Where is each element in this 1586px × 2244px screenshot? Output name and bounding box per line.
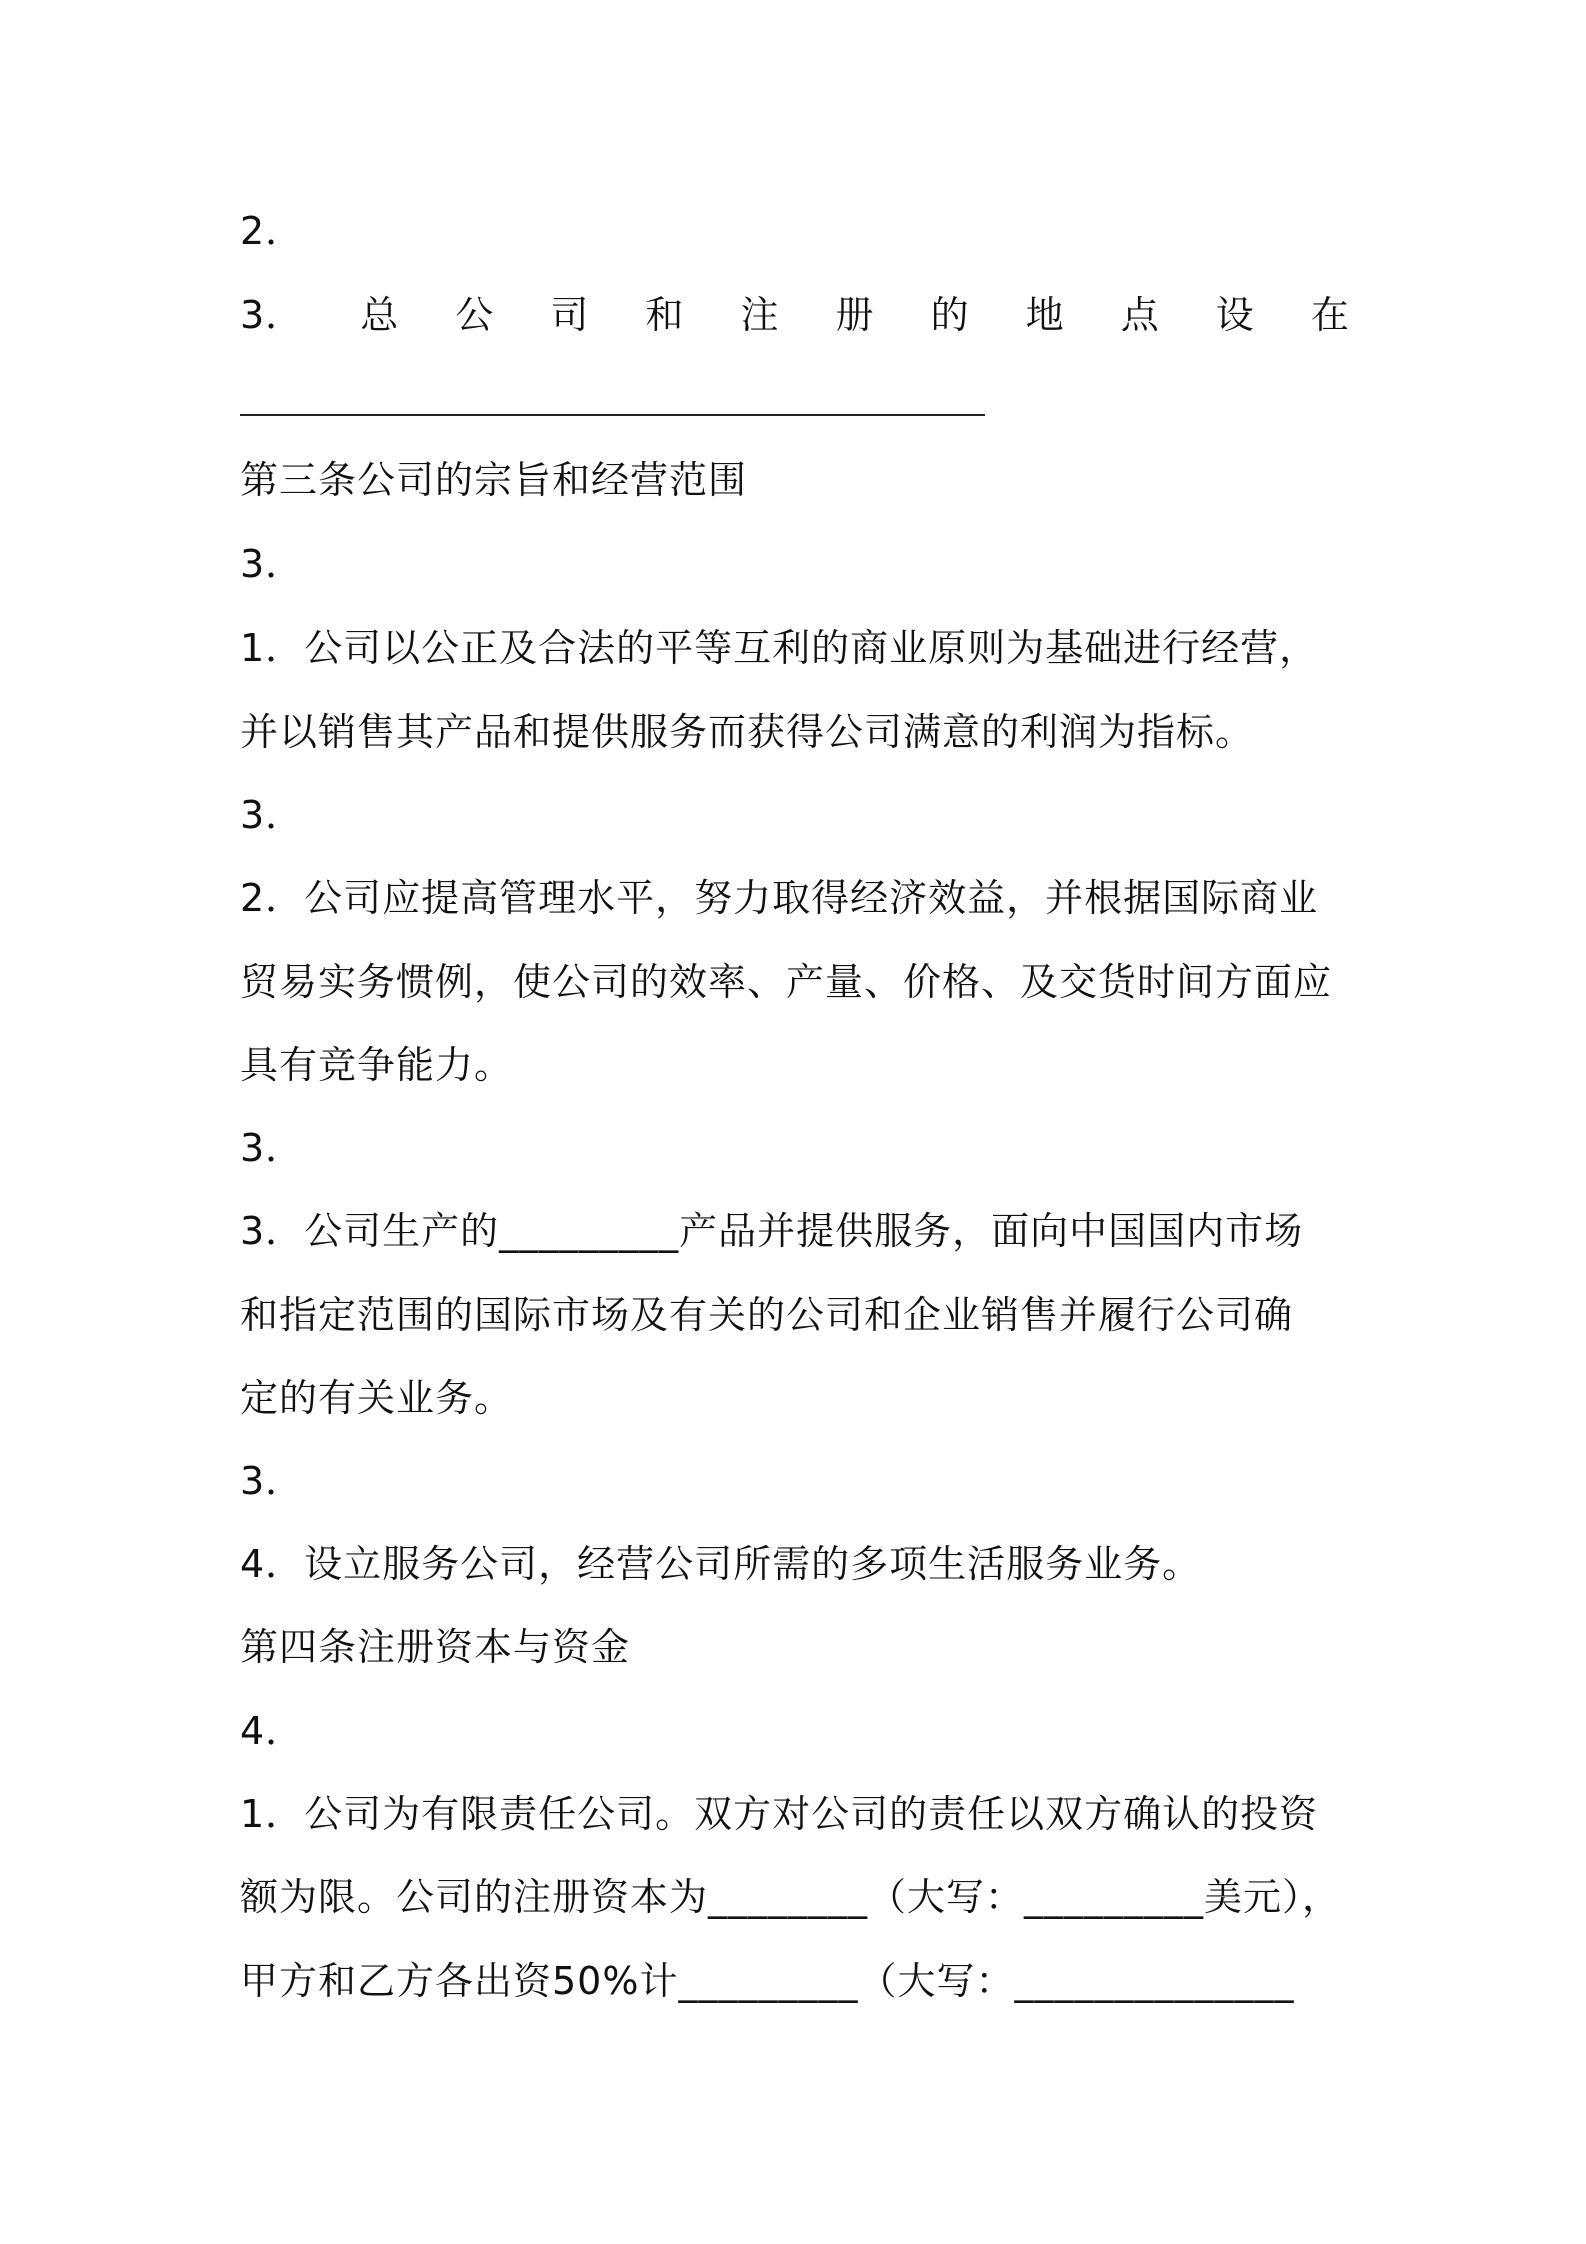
item-number: 3．	[240, 542, 305, 586]
paragraph-line: 1．公司以公正及合法的平等互利的商业原则为基础进行经营，	[240, 626, 1319, 670]
spaced-char: 注	[740, 293, 780, 337]
paragraph-line: 3．公司生产的_________产品并提供服务，面向中国国内市场	[240, 1209, 1304, 1253]
paragraph-line: 定的有关业务。	[240, 1376, 514, 1420]
spaced-char: 点	[1120, 293, 1160, 337]
paragraph-line: 甲方和乙方各出资50%计_________（大写：______________	[240, 1959, 1295, 2003]
item-number: 3．	[240, 1126, 305, 1170]
article-heading: 第四条注册资本与资金	[240, 1625, 631, 1669]
spaced-char: 和	[645, 293, 685, 337]
article-heading: 第三条公司的宗旨和经营范围	[240, 458, 748, 502]
paragraph-line: 具有竞争能力。	[240, 1043, 514, 1087]
paragraph-line: 并以销售其产品和提供服务而获得公司满意的利润为指标。	[240, 710, 1255, 754]
spaced-char: 3．	[240, 293, 305, 337]
paragraph-line: 2．公司应提高管理水平，努力取得经济效益，并根据国际商业	[240, 876, 1319, 920]
spaced-char: 的	[930, 293, 970, 337]
spaced-char: 地	[1025, 293, 1065, 337]
spaced-char: 公	[455, 293, 495, 337]
spaced-char: 在	[1310, 293, 1350, 337]
item-number: 3．	[240, 1459, 305, 1503]
paragraph-line: 贸易实务惯例，使公司的效率、产量、价格、及交货时间方面应	[240, 960, 1333, 1004]
spaced-char: 总	[360, 293, 400, 337]
head-office-location-line	[240, 291, 1350, 339]
paragraph-line: 额为限。公司的注册资本为________（大写：_________美元），	[240, 1875, 1342, 1919]
item-number: 4．	[240, 1709, 305, 1753]
paragraph-line: 1．公司为有限责任公司。双方对公司的责任以双方确认的投资	[240, 1792, 1319, 1836]
spaced-char: 册	[835, 293, 875, 337]
paragraph-line: 和指定范围的国际市场及有关的公司和企业销售并履行公司确	[240, 1293, 1294, 1337]
spaced-char: 司	[550, 293, 590, 337]
blank-fill-line	[240, 414, 985, 416]
item-number: 3．	[240, 793, 305, 837]
paragraph-line: 4．设立服务公司，经营公司所需的多项生活服务业务。	[240, 1542, 1202, 1586]
spaced-char: 设	[1215, 293, 1255, 337]
item-number: 2．	[240, 209, 305, 253]
